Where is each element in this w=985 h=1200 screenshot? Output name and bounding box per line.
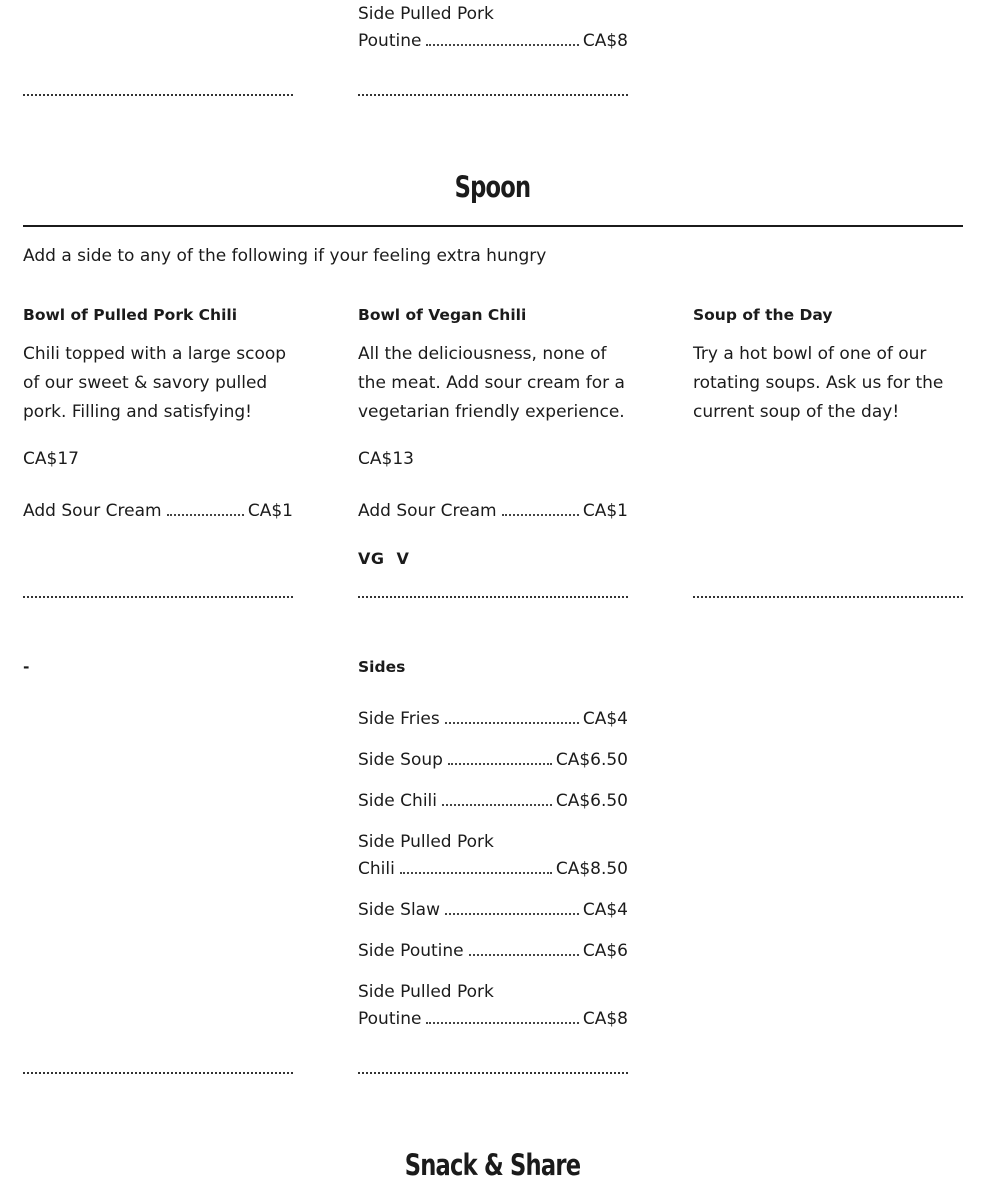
item-price: CA$17	[23, 449, 79, 469]
side-price: CA$6.50	[555, 791, 628, 811]
side-name: Side Soup	[358, 750, 443, 770]
dotted-divider	[358, 596, 628, 598]
side-item-row	[358, 1006, 628, 1033]
side-item-row	[358, 897, 628, 924]
side-pulled-pork-poutine-line1: Side Pulled Pork	[358, 4, 494, 24]
section-rule	[23, 225, 963, 227]
side-item-row	[358, 856, 628, 883]
side-name: Side Chili	[358, 791, 437, 811]
item-price: CA$13	[358, 449, 414, 469]
item-description: All the deliciousness, none of the meat. Add sour cream for a vegetarian friendly experience.	[358, 344, 625, 422]
section-title-snack-share: Snack & Share	[404, 1148, 581, 1182]
side-name: Poutine	[358, 1009, 422, 1029]
addon-label: Add Sour Cream	[23, 501, 162, 521]
dotted-divider	[358, 94, 628, 96]
side-price: CA$6	[582, 941, 628, 961]
item-title-pulled-pork-chili: Bowl of Pulled Pork Chili	[23, 306, 238, 324]
dotted-divider	[23, 1072, 293, 1074]
addon-price: CA$1	[582, 501, 628, 521]
item-title-soup-of-the-day: Soup of the Day	[693, 306, 833, 324]
dot-leader	[400, 871, 552, 874]
side-item-row	[358, 788, 628, 815]
item-name: Poutine	[358, 31, 422, 51]
side-name: Side Slaw	[358, 900, 441, 920]
side-name: Chili	[358, 859, 395, 879]
addon-price: CA$1	[247, 501, 293, 521]
side-item-row	[358, 747, 628, 774]
side-price: CA$4	[582, 709, 628, 729]
item-description: Try a hot bowl of one of our rotating soups. Ask us for the current soup of the day!	[693, 344, 944, 422]
dot-leader	[445, 721, 579, 724]
dot-leader	[167, 513, 244, 516]
dotted-divider	[23, 94, 293, 96]
item-title-vegan-chili: Bowl of Vegan Chili	[358, 306, 527, 324]
addon-row	[358, 498, 628, 525]
side-item-row	[358, 706, 628, 733]
side-pulled-pork-poutine-row	[358, 28, 628, 55]
dot-leader	[445, 912, 579, 915]
side-name: Side Fries	[358, 709, 440, 729]
dot-leader	[502, 513, 579, 516]
side-name-line1: Side Pulled Pork	[358, 832, 494, 852]
side-name-line1: Side Pulled Pork	[358, 982, 494, 1002]
side-price: CA$8.50	[555, 859, 628, 879]
item-title-sides: Sides	[358, 658, 406, 676]
side-name: Side Poutine	[358, 941, 464, 961]
dot-leader	[448, 762, 552, 765]
dot-leader	[442, 803, 552, 806]
side-item-row	[358, 938, 628, 965]
section-intro: Add a side to any of the following if your feeling extra hungry	[23, 246, 547, 266]
side-price: CA$4	[582, 900, 628, 920]
dotted-divider	[358, 1072, 628, 1074]
dotted-divider	[23, 596, 293, 598]
addon-row	[23, 498, 293, 525]
dot-leader	[469, 953, 579, 956]
dietary-tags	[358, 548, 628, 570]
vegan-tag: VG	[358, 549, 385, 568]
side-price: CA$6.50	[555, 750, 628, 770]
section-title-spoon: Spoon	[454, 170, 531, 204]
item-description: Chili topped with a large scoop of our sweet & savory pulled pork. Filling and satisfying!	[23, 344, 287, 422]
dot-leader	[426, 43, 578, 46]
side-price: CA$8	[582, 1009, 628, 1029]
dotted-divider	[693, 596, 963, 598]
dot-leader	[426, 1021, 578, 1024]
item-price: CA$8	[582, 31, 628, 51]
item-title-dash: -	[23, 658, 30, 676]
addon-label: Add Sour Cream	[358, 501, 497, 521]
vegetarian-tag: V	[396, 549, 410, 568]
